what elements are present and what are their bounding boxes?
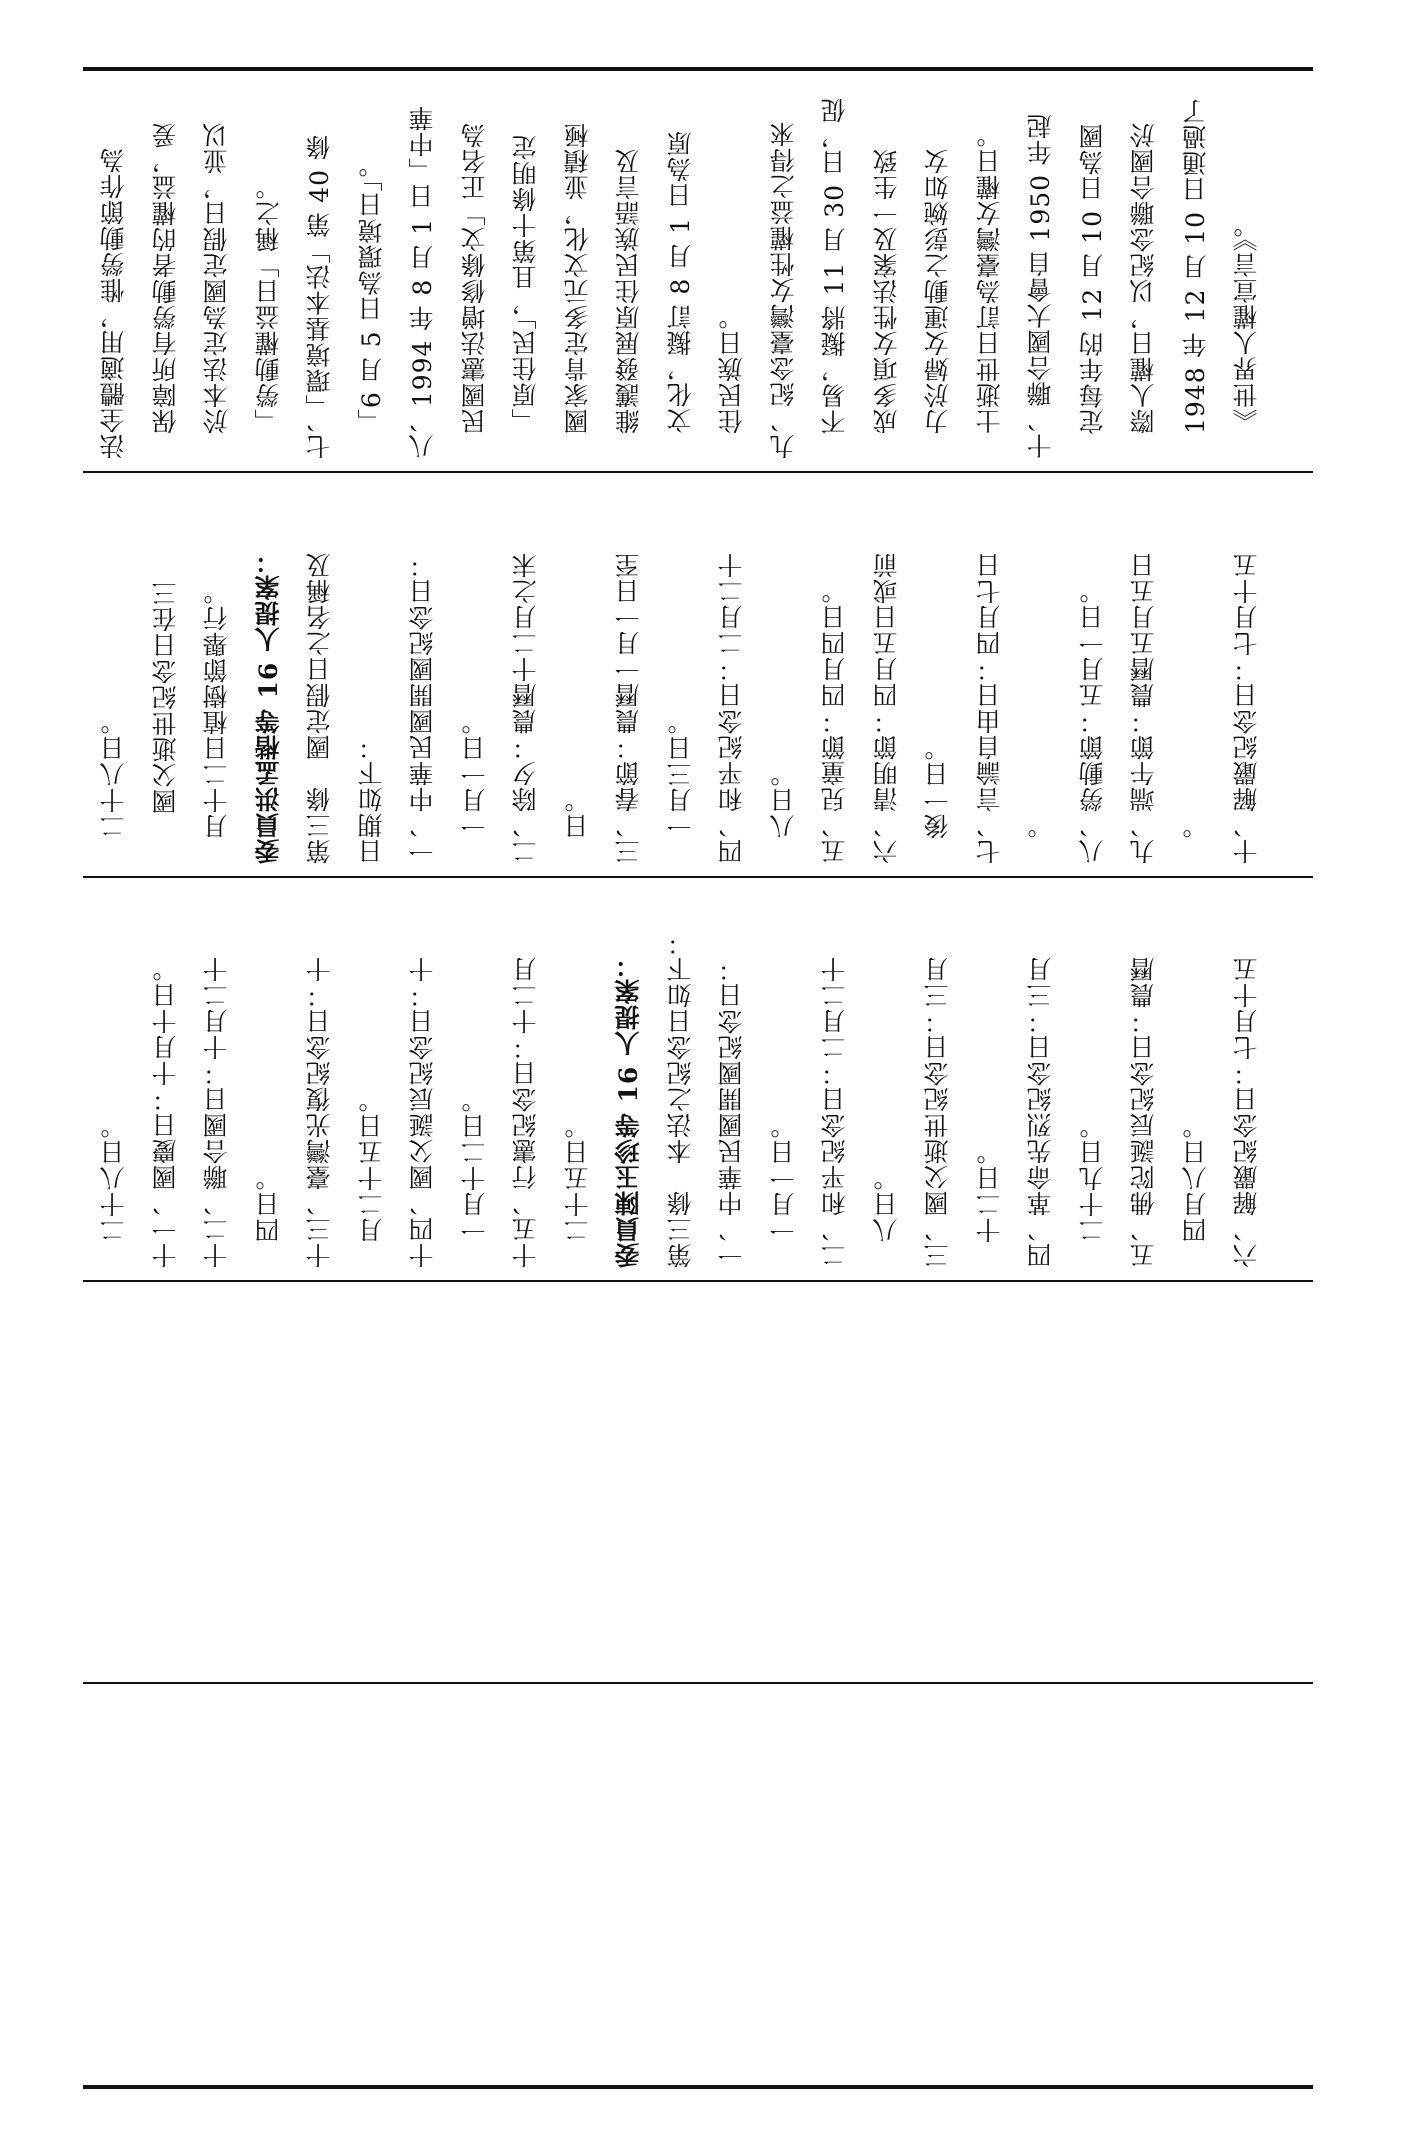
text-column: 二十五日。 (562, 1113, 592, 1243)
text-column: 二十八日。 (99, 709, 128, 839)
text-column: 月十二日植樹節舉行。 (202, 579, 231, 839)
text-column: 法全體適用，惟勞動節作為 (99, 147, 128, 459)
text-column: 第三條 本法之紀念日如下： (665, 930, 695, 1268)
text-column: 「6 月 5 日為環境日」。 (356, 152, 386, 435)
text-column: 九、紀念臺灣女性權益之得來 (768, 121, 798, 459)
text-column: 六、解嚴紀念日：七月十五 (1232, 956, 1261, 1268)
text-column: 日。 (562, 787, 592, 839)
text-column: 五、兒童節：四月四日。 (820, 578, 849, 864)
text-column: 八日。 (768, 761, 798, 839)
text-column: 十、聯合國大會自 1950 年起 (1026, 113, 1055, 459)
divider-4 (83, 1682, 1313, 1684)
text-column: 十三、臺灣光復紀念日：十 (305, 956, 334, 1268)
text-column: 九、端午節：農曆五月五日 (1129, 552, 1158, 864)
text-column: 八、1994 年 8 月 1 日「中華 (408, 105, 437, 460)
text-column: 三、春節：農曆一月一日至 (614, 552, 643, 864)
text-column: 後一日。 (923, 735, 952, 839)
text-column: 成多項女性法案及一生致 (871, 148, 901, 434)
text-column: 不易，擬將 11 月 30 日，促 (820, 97, 849, 435)
text-column: 十二、聯合國日：十月二十 (202, 956, 231, 1268)
text-column: 1948 年 12 月 10 日通過了 (1180, 98, 1210, 434)
text-column: 國父逝世紀念日在三 (150, 580, 180, 814)
text-column: 十二日。 (974, 1139, 1004, 1243)
text-column: 七、「環境基本法」第 40 條 (305, 134, 334, 460)
text-column: 二十八日。 (99, 1113, 128, 1243)
text-column: 二十九日。 (1077, 1113, 1107, 1243)
text-column: 力於婦女運動之彭婉如女 (923, 148, 952, 434)
text-column: 四、和平紀念日：二月二十 (717, 552, 746, 864)
text-column: 住民族日。 (717, 304, 746, 434)
text-column: 二、除夕：農曆十二月之末 (511, 552, 540, 864)
text-column: 一月三日。 (665, 709, 695, 839)
text-column: 際人權日，以紀念聯合國於 (1129, 122, 1158, 434)
text-column: 第三條 國定假日之名稱及 (305, 552, 334, 864)
text-column: 一月一日。 (459, 709, 489, 839)
text-column: 一月一日。 (768, 1113, 798, 1243)
section-empty (83, 1282, 1313, 1682)
text-column: 士逝世日訂為臺灣女權日。 (974, 122, 1004, 434)
text-column: 八日。 (871, 1165, 901, 1243)
text-column: 七、言論自由日：四月七日 (974, 552, 1004, 864)
bottom-rule (83, 2085, 1313, 2089)
text-column: 二、和平紀念日：二月二十 (820, 956, 849, 1268)
text-column: 四日。 (253, 1165, 283, 1243)
text-column: 「原住民」，且第十條明定 (511, 134, 540, 434)
text-column: 。 (1026, 813, 1055, 839)
text-column: 十一、國慶日：十月十日。 (150, 956, 180, 1268)
proposal-heading: 委員陳玉珍等 16 人提案： (614, 952, 643, 1269)
text-column: 六、清明節：四月五日或前 (871, 552, 901, 864)
text-column: 月二十五日。 (356, 1087, 386, 1243)
text-column: 四、革命先烈紀念日：三月 (1026, 956, 1055, 1268)
text-column: 一、中華民國開國紀念日： (408, 552, 437, 864)
text-column: 四月八日。 (1180, 1113, 1210, 1243)
text-column: 五、佛陀誕辰紀念日：農曆 (1129, 956, 1158, 1268)
section-middle (83, 473, 1313, 876)
text-column: 「勞動權益日」稱之。 (253, 174, 283, 434)
text-column: 一、中華民國開國紀念日： (717, 956, 746, 1268)
text-column: 日期如下： (356, 734, 386, 864)
section-top (83, 71, 1313, 471)
text-column: 保障所有勞動者的權益，爰 (150, 122, 180, 434)
text-column: 三、國父逝世紀念日：三月 (923, 956, 952, 1268)
text-column: 國家肯定多元文化，並積極 (562, 122, 592, 434)
text-column: 十五、行憲紀念日：十二月 (511, 956, 540, 1268)
section-lower (83, 878, 1313, 1280)
proposal-heading: 委員洪孟楷等 16 人提案： (253, 548, 283, 865)
text-column: 《世界人權宣言》。 (1232, 212, 1261, 434)
text-column: 定每年的 12 月 10 日為國 (1077, 123, 1107, 435)
text-column: 十四、國父誕辰紀念日：十 (408, 956, 437, 1268)
text-column: 維護發展原住民族語言及 (614, 148, 643, 434)
text-column: 於本法定為國定假日，並以 (202, 122, 231, 434)
text-column: 民國憲法增修條文」正名為 (459, 122, 489, 434)
text-column: 十、解嚴紀念日：七月十五 (1232, 552, 1261, 864)
text-column: 八、勞動節：五月一日。 (1077, 578, 1107, 864)
text-column: 文化，擬訂 8 月 1 日為原 (665, 130, 695, 434)
text-column: 一月十二日。 (459, 1087, 489, 1243)
text-column: 。 (1180, 813, 1210, 839)
